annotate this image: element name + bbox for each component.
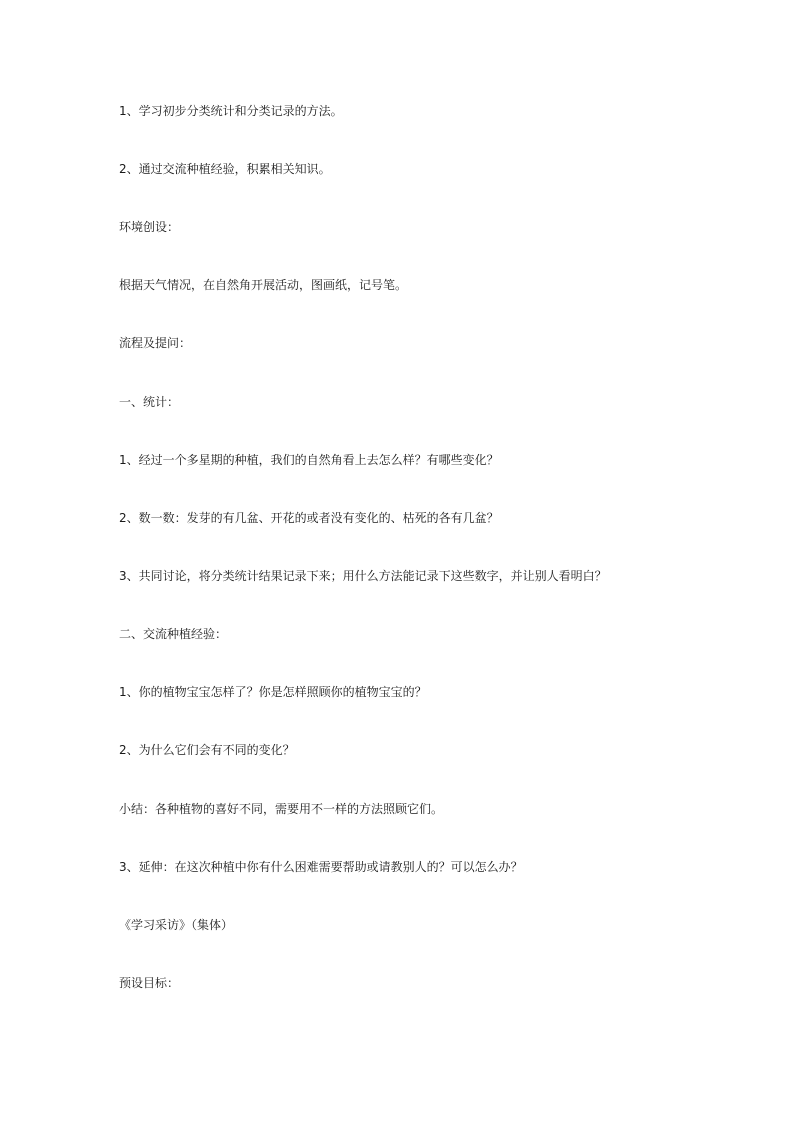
extension-question: 3、延伸：在这次种植中你有什么困难需要帮助或请教别人的？可以怎么办？ xyxy=(119,860,523,874)
section-heading-process: 流程及提问： xyxy=(119,336,192,350)
goal-line-1: 1、学习初步分类统计和分类记录的方法。 xyxy=(119,104,343,118)
statistics-question-3: 3、共同讨论，将分类统计结果记录下来；用什么方法能记录下这些数字，并让别人看明白？ xyxy=(119,569,607,583)
statistics-question-2: 2、数一数：发芽的有几盆、开花的或者没有变化的、枯死的各有几盆？ xyxy=(119,511,499,525)
section-heading-environment: 环境创设： xyxy=(119,220,180,234)
environment-line: 根据天气情况，在自然角开展活动，图画纸，记号笔。 xyxy=(119,278,408,292)
goal-line-2: 2、通过交流种植经验，积累相关知识。 xyxy=(119,162,331,176)
experience-question-1: 1、你的植物宝宝怎样了？你是怎样照顾你的植物宝宝的？ xyxy=(119,685,427,699)
activity-title: 《学习采访》（集体） xyxy=(119,918,234,932)
experience-question-2: 2、为什么它们会有不同的变化？ xyxy=(119,743,295,757)
subheading-planting-experience: 二、交流种植经验： xyxy=(119,627,228,641)
statistics-question-1: 1、经过一个多星期的种植，我们的自然角看上去怎么样？有哪些变化？ xyxy=(119,453,499,467)
subheading-statistics: 一、统计： xyxy=(119,395,180,409)
preset-goals-heading: 预设目标： xyxy=(119,976,180,990)
summary-line: 小结：各种植物的喜好不同，需要用不一样的方法照顾它们。 xyxy=(119,802,444,816)
